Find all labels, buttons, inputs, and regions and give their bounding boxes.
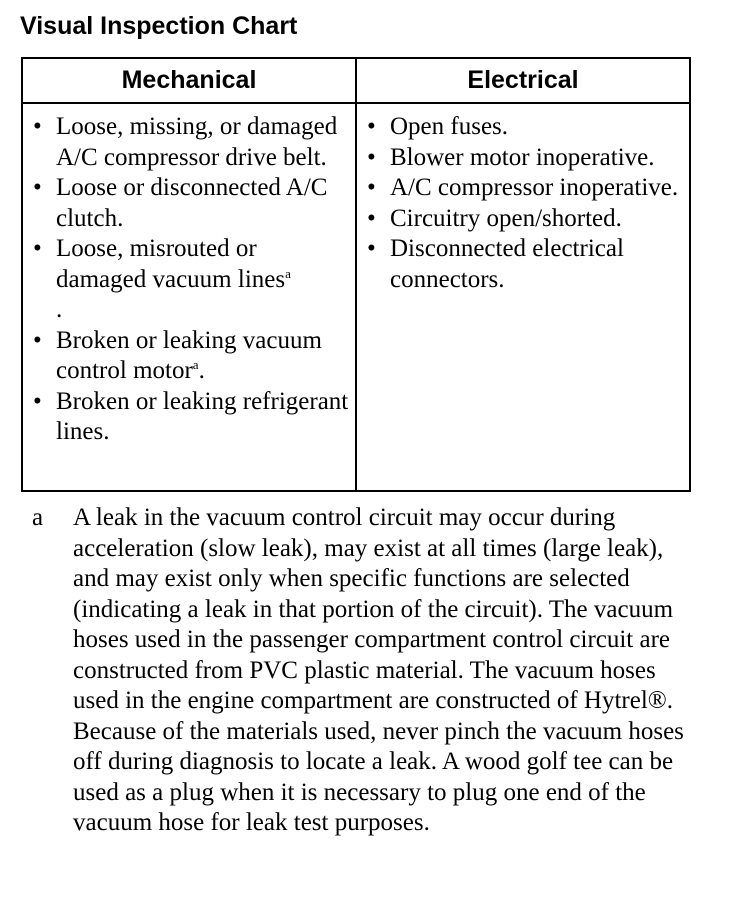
table-header-row (22, 58, 690, 103)
list-item-text: Disconnected electrical connectors. (390, 235, 624, 293)
page-title: Visual Inspection Chart (20, 12, 298, 40)
list-item (33, 173, 349, 234)
footnote-ref: a (192, 357, 199, 372)
mechanical-list (33, 112, 349, 448)
bullet-icon: • (33, 174, 42, 201)
list-item (33, 387, 349, 448)
bullet-icon: • (367, 174, 376, 201)
visual-inspection-table (21, 57, 691, 492)
list-item-text: Loose, misrouted or damaged vacuum lines (56, 235, 286, 293)
bullet-icon: • (367, 143, 376, 171)
list-item (33, 112, 349, 173)
list-item-text: A/C compressor inoperative. (390, 174, 679, 201)
footnote-marker: a (32, 504, 44, 531)
list-item (367, 204, 683, 235)
list-item (33, 234, 349, 326)
bullet-icon: • (33, 113, 42, 140)
trailing-period: . (198, 357, 205, 384)
list-item-text: Broken or leaking vacuum control motor (56, 326, 322, 384)
mechanical-cell (22, 103, 356, 491)
list-item-text: Loose or disconnected A/C clutch. (56, 174, 328, 232)
table-row (22, 103, 690, 491)
list-item-text: Blower motor inoperative. (390, 143, 655, 171)
list-item-text: Open fuses. (390, 113, 509, 140)
bullet-icon: • (367, 204, 376, 232)
bullet-icon: • (33, 387, 42, 415)
bullet-icon: • (367, 235, 376, 262)
electrical-list (367, 112, 683, 295)
footnote-ref: a (285, 265, 291, 281)
footnote (32, 503, 692, 839)
list-item-text: Loose, missing, or damaged A/C compressor drive belt. (56, 113, 338, 171)
list-item-text: Broken or leaking refrigerant lines. (56, 387, 349, 445)
list-item (33, 326, 349, 387)
list-item (367, 173, 683, 204)
bullet-icon: • (33, 326, 42, 354)
list-item-text: Circuitry open/shorted. (390, 204, 622, 232)
electrical-cell (356, 103, 690, 491)
list-item (367, 234, 683, 295)
header-electrical: Electrical (356, 58, 690, 103)
header-mechanical: Mechanical (22, 58, 356, 103)
list-item (367, 143, 683, 174)
footnote-text: A leak in the vacuum control circuit may occur during acceleration (slow leak), may exist at all times (large leak), and may exist only when specific functions are selected (indicating a leak in that portion of the circuit). The vacuum hoses used in the passenger compartment control circuit are constructed from PVC plastic material. The vacuum hoses used in the engine compartment are constructed of Hytrel®. Because of the materials used, never pinch the vacuum hoses off during diagnosis to locate a leak. A wood golf tee can be used as a plug when it is necessary to plug one end of the vacuum hose for leak test purposes. (73, 504, 684, 836)
bullet-icon: • (367, 113, 376, 140)
bullet-icon: • (33, 235, 42, 262)
list-item (367, 112, 683, 143)
trailing-period: . (56, 296, 63, 323)
